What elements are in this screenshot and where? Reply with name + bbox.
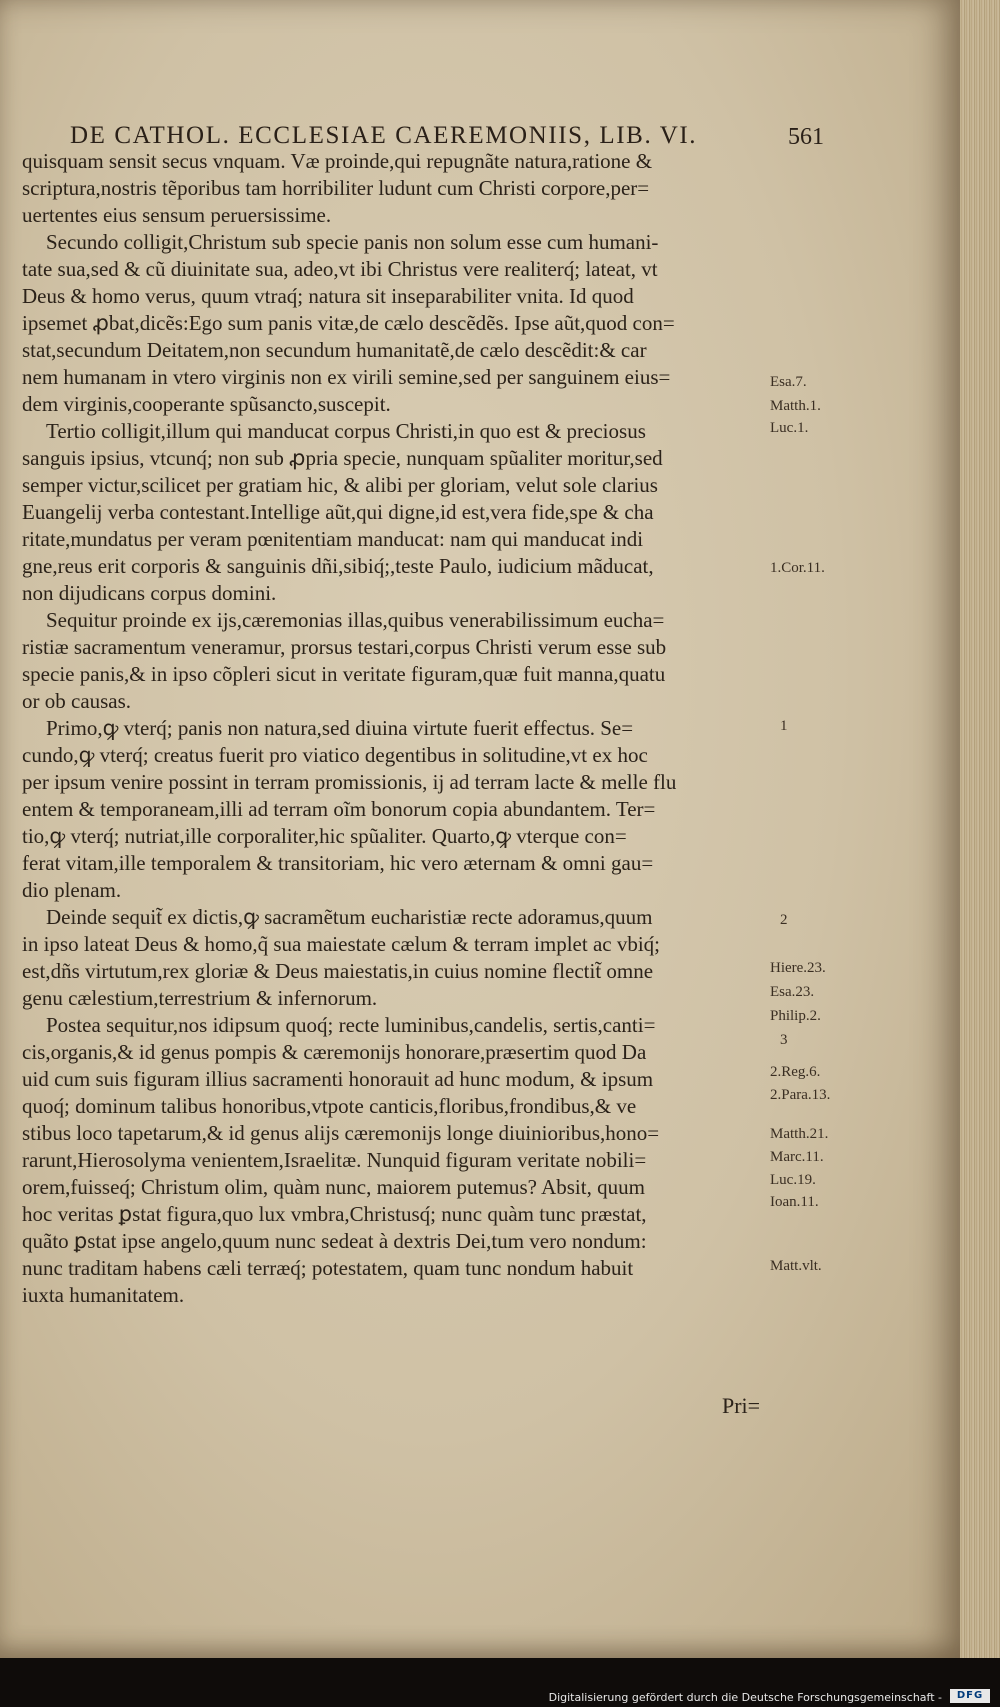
text-line: dem virginis,cooperante spũsancto,suscepit. [22, 392, 391, 416]
text-line: Postea sequitur,nos idipsum quoq́; recte luminibus,candelis, sertis,canti= [46, 1013, 656, 1037]
text-line: ritate,mundatus per veram pœnitentiam manducat: nam qui manducat indi [22, 527, 644, 551]
text-line: scriptura,nostris tẽporibus tam horribiliter ludunt cum Christi corpore,per= [22, 176, 650, 200]
text-line: uid cum suis figuram illius sacramenti honorauit ad hunc modum, & ipsum [22, 1067, 654, 1091]
margin-note: Ioan.11. [770, 1194, 819, 1210]
margin-note: Matth.21. [770, 1126, 829, 1142]
page-number: 561 [788, 124, 824, 150]
margin-note: Esa.23. [770, 984, 815, 1000]
text-line: specie panis,& in ipso cõpleri sicut in veritate figuram,quæ fuit manna,quatu [22, 662, 666, 686]
text-line: cundo,ꝙ vterq́; creatus fuerit pro viatico degentibus in solitudine,vt ex hoc [22, 743, 648, 767]
text-line: nem humanam in vtero virginis non ex virili semine,sed per sanguinem eius= [22, 365, 671, 389]
text-line: Deus & homo verus, quum vtraq́; natura sit inseparabiliter vnita. Id quod [22, 284, 634, 308]
text-line: gne,reus erit corporis & sanguinis dñi,sibiq́;,teste Paulo, iudicium mãducat, [22, 554, 654, 578]
text-line: quisquam sensit secus vnquam. Væ proinde,qui repugnãte natura,ratione & [22, 149, 653, 173]
margin-note: Luc.1. [770, 420, 809, 436]
margin-note: Luc.19. [770, 1172, 816, 1188]
text-line: Secundo colligit,Christum sub specie panis non solum esse cum humani- [46, 230, 659, 254]
text-line: stibus loco tapetarum,& id genus alijs cæremonijs longe diuinioribus,hono= [22, 1121, 660, 1145]
text-line: Tertio colligit,illum qui manducat corpus Christi,in quo est & preciosus [46, 419, 646, 443]
text-line: genu cælestium,terrestrium & infernorum. [22, 986, 378, 1010]
text-line: uertentes eius sensum peruersissime. [22, 203, 332, 227]
text-line: orem,fuisseq́; Christum olim, quàm nunc, maiorem putemus? Absit, quum [22, 1175, 645, 1199]
margin-note: 1 [780, 718, 788, 734]
text-line: dio plenam. [22, 878, 122, 902]
text-line: est,dñs virtutum,rex gloriæ & Deus maiestatis,in cuius nomine flectit̃ omne [22, 959, 654, 983]
text-line: rarunt,Hierosolyma venientem,Israelitæ. Nunquid figuram veritate nobili= [22, 1148, 647, 1172]
page-edges [960, 0, 1000, 1658]
text-line: nunc traditam habens cæli terræq́; potestatem, quam tunc nondum habuit [22, 1256, 634, 1280]
text-line: or ob causas. [22, 689, 132, 713]
body-text [22, 148, 774, 1309]
running-title: DE CATHOL. ECCLESIAE CAEREMONIIS, LIB. VI. [70, 122, 698, 149]
text-line: Primo,ꝙ vterq́; panis non natura,sed diuina virtute fuerit effectus. Se= [46, 716, 634, 740]
text-line: non dijudicans corpus domini. [22, 581, 277, 605]
margin-note: Matt.vlt. [770, 1258, 822, 1274]
text-line: per ipsum venire possint in terram promissionis, ij ad terram lacte & melle flu [22, 770, 677, 794]
text-line: cis,organis,& id genus pompis & cæremonijs honorare,præsertim quod Da [22, 1040, 647, 1064]
text-line: stat,secundum Deitatem,non secundum humanitatẽ,de cælo descẽdit:& car [22, 338, 647, 362]
text-line: hoc veritas ꝑstat figura,quo lux vmbra,Christusq́; nunc quàm tunc præstat, [22, 1202, 647, 1226]
text-line: iuxta humanitatem. [22, 1283, 185, 1307]
margin-note: Philip.2. [770, 1008, 821, 1024]
text-line: ipsemet ꝓbat,dicẽs:Ego sum panis vitæ,de cælo descẽdẽs. Ipse aũt,quod con= [22, 311, 675, 335]
text-line: ferat vitam,ille temporalem & transitoriam, hic vero æternam & omni gau= [22, 851, 654, 875]
text-line: quoq́; dominum talibus honoribus,vtpote canticis,floribus,frondibus,& ve [22, 1094, 637, 1118]
text-line: Sequitur proinde ex ijs,cæremonias illas,quibus venerabilissimum eucha= [46, 608, 665, 632]
text-line: Euangelij verba contestant.Intellige aũt,qui digne,id est,vera fide,spe & cha [22, 500, 654, 524]
text-line: tate sua,sed & cũ diuinitate sua, adeo,vt ibi Christus vere realiterq́; lateat, vt [22, 257, 658, 281]
margin-note: 3 [780, 1032, 788, 1048]
margin-note: 2.Para.13. [770, 1087, 831, 1103]
text-line: in ipso lateat Deus & homo,q̃ sua maiestate cælum & terram implet ac vbiq́; [22, 932, 661, 956]
margin-note: Esa.7. [770, 374, 807, 390]
text-line: tio,ꝙ vterq́; nutriat,ille corporaliter,hic spũaliter. Quarto,ꝙ vterque con= [22, 824, 627, 848]
text-line: quãto ꝑstat ipse angelo,quum nunc sedeat à dextris Dei,tum vero nondum: [22, 1229, 647, 1253]
text-line: semper victur,scilicet per gratiam hic, & alibi per gloriam, velut sole clarius [22, 473, 658, 497]
text-line: entem & temporaneam,illi ad terram oĩm bonorum copia abundantem. Ter= [22, 797, 656, 821]
margin-note: 2 [780, 912, 788, 928]
margin-note: 2.Reg.6. [770, 1064, 821, 1080]
text-line: ristiæ sacramentum veneramur, prorsus testari,corpus Christi verum esse sub [22, 635, 667, 659]
margin-note: Hiere.23. [770, 960, 826, 976]
margin-note: Marc.11. [770, 1149, 824, 1165]
digitization-note: Digitalisierung gefördert durch die Deutsche Forschungsgemeinschaft - [548, 1691, 942, 1704]
margin-note: 1.Cor.11. [770, 560, 825, 576]
dfg-logo: DFG [950, 1689, 990, 1703]
margin-note: Matth.1. [770, 398, 821, 414]
text-line: Deinde sequit̃ ex dictis,ꝙ sacramẽtum eucharistiæ recte adoramus,quum [46, 905, 653, 929]
text-line: sanguis ipsius, vtcunq́; non sub ꝓpria specie, nunquam spũaliter moritur,sed [22, 446, 663, 470]
catchword: Pri= [722, 1393, 761, 1418]
